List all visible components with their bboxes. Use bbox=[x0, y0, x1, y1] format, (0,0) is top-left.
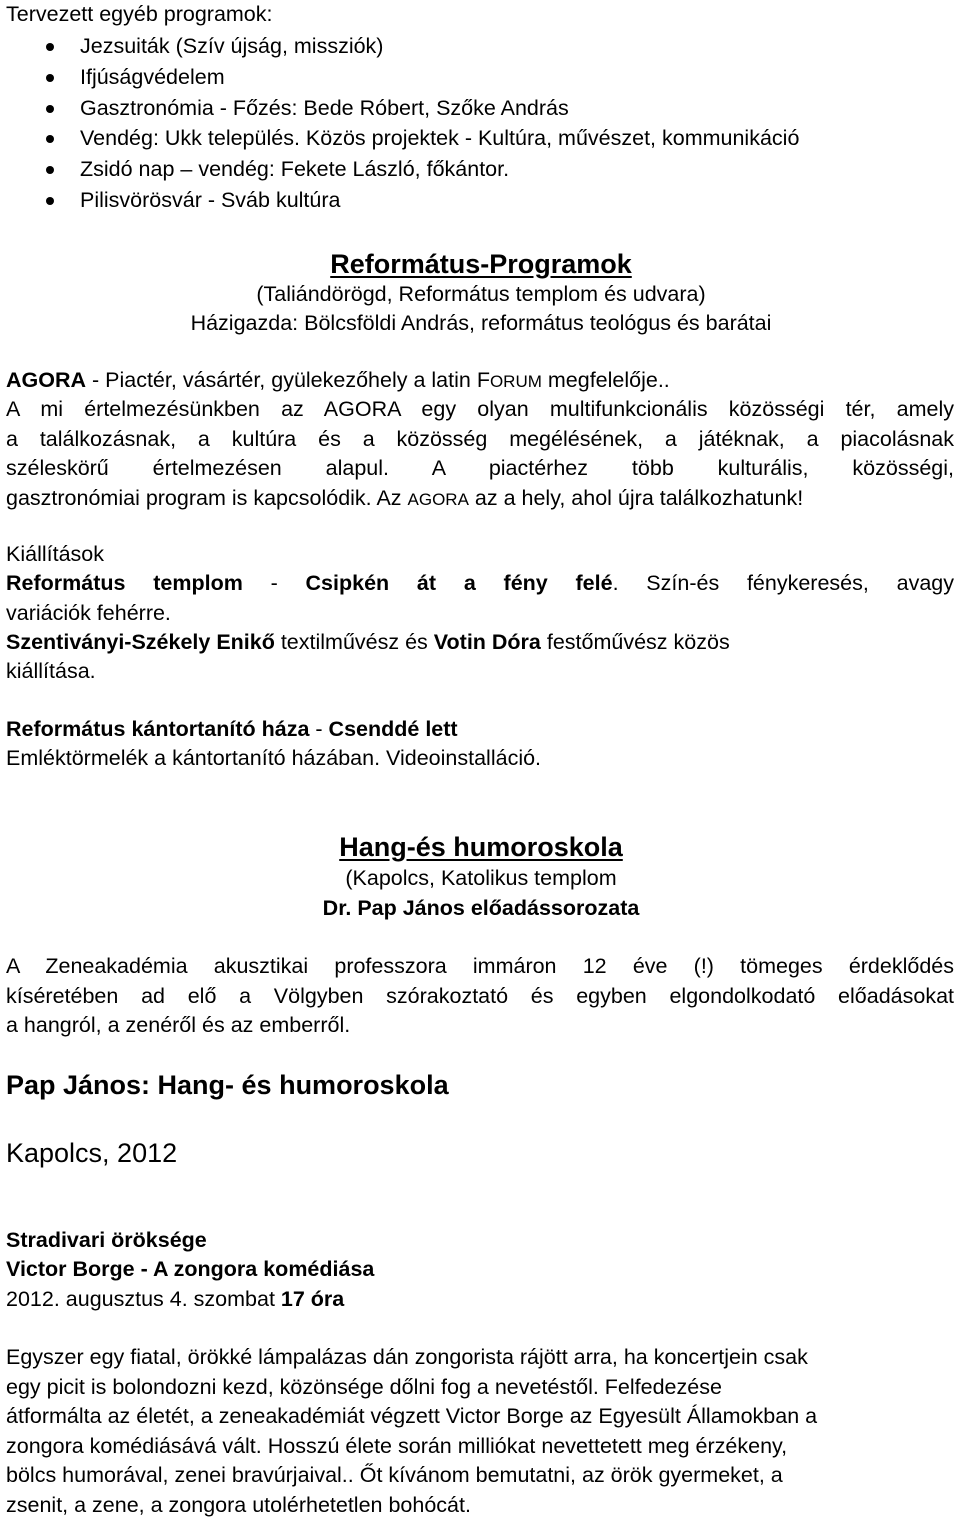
list-item: Pilisvörösvár - Sváb kultúra bbox=[6, 185, 799, 216]
list-item: Jezsuiták (Szív újság, missziók) bbox=[6, 31, 799, 62]
intro-heading: Tervezett egyéb programok: bbox=[6, 2, 273, 26]
hang-title: Hang-és humoroskola bbox=[339, 832, 623, 862]
exhibition-artists-line2: kiállítása. bbox=[6, 659, 96, 683]
exhibition-artists: Szentiványi-Székely Enikő textilművész és Votin Dóra festőművész közös bbox=[6, 630, 730, 654]
stradivari-date: 2012. augusztus 4. szombat 17 óra bbox=[6, 1287, 345, 1311]
hang-place-year: Kapolcs, 2012 bbox=[6, 1138, 178, 1168]
list-item: Zsidó nap – vendég: Fekete László, főkántor. bbox=[6, 154, 799, 185]
hang-description: A Zeneakadémia akusztikai professzora immáron 12 éve (!) tömeges érdeklődés kíséretében ad elő a Völgyben szórakoztató és egyben elgondolkodató előadásokat a hangról, a zenéről és az emberről. bbox=[6, 954, 954, 1037]
agora-label: AGORA bbox=[6, 368, 87, 392]
stradivari-title: Stradivari öröksége bbox=[6, 1228, 207, 1252]
list-item: Vendég: Ukk település. Közös projektek - Kultúra, művészet, kommunikáció bbox=[6, 123, 799, 154]
hang-location: (Kapolcs, Katolikus templom bbox=[345, 866, 617, 890]
agora-intro: AGORA - Piactér, vásártér, gyülekezőhely a latin FORUM megfelelője.. bbox=[6, 368, 670, 392]
hang-lecturer: Dr. Pap János előadássorozata bbox=[322, 896, 640, 920]
reformatus-title: Református-Programok bbox=[330, 249, 632, 279]
list-item: Ifjúságvédelem bbox=[6, 62, 799, 93]
bullet-icon bbox=[46, 43, 54, 51]
stradivari-subtitle: Victor Borge - A zongora komédiása bbox=[6, 1257, 375, 1281]
exhibition-house-desc: Emléktörmelék a kántortanító házában. Videoinstalláció. bbox=[6, 746, 542, 770]
exhibitions-heading: Kiállítások bbox=[6, 542, 104, 566]
bullet-icon bbox=[46, 105, 54, 113]
bullet-icon bbox=[46, 135, 54, 143]
bullet-icon bbox=[46, 74, 54, 82]
bullet-icon bbox=[46, 197, 54, 205]
bullet-icon bbox=[46, 166, 54, 174]
hang-subtitle: Pap János: Hang- és humoroskola bbox=[6, 1070, 449, 1100]
exhibition-church: Református templom - Csipkén át a fény felé. Szín-és fénykeresés, avagy variációk fehérre. bbox=[6, 571, 954, 625]
exhibition-house: Református kántortanító háza - Csenddé lett bbox=[6, 717, 458, 741]
list-item: Gasztronómia - Főzés: Bede Róbert, Szőke András bbox=[6, 93, 799, 124]
reformatus-location: (Taliándörögd, Református templom és udvara) bbox=[256, 282, 706, 306]
stradivari-description: Egyszer egy fiatal, örökké lámpalázas dán zongorista rájött arra, ha koncertjein csak egy picit is bolondozni kezd, közönsége dőlni fog a nevetéstől. Felfedezése átformálta az életét, a zeneakadémiát végzett Victor Borge az Egyesült Államokban a zongora komédiásává vált. Hosszú élete során milliókat nevettetett meg érzékeny, bölcs humorával, zenei bravúrjaival.. Őt kívánom bemutatni, az örök gyermeket, a zsenit, a zene, a zongora utolérhetetlen bohócát. bbox=[6, 1345, 818, 1517]
intro-list bbox=[6, 31, 799, 216]
agora-paragraph: A mi értelmezésünkben az AGORA egy olyan multifunkcionális közösségi tér, amely a találkozásnak, a kultúra és a közösség megélésének, a játéknak, a piacolásnak széleskörű értelmezésen alapul. A piactérhez több kulturális, közösségi, gasztronómiai program is kapcsolódik. Az AGORA az a hely, ahol újra találkozhatunk! bbox=[6, 397, 954, 510]
reformatus-host: Házigazda: Bölcsföldi András, református teológus és barátai bbox=[190, 311, 772, 335]
